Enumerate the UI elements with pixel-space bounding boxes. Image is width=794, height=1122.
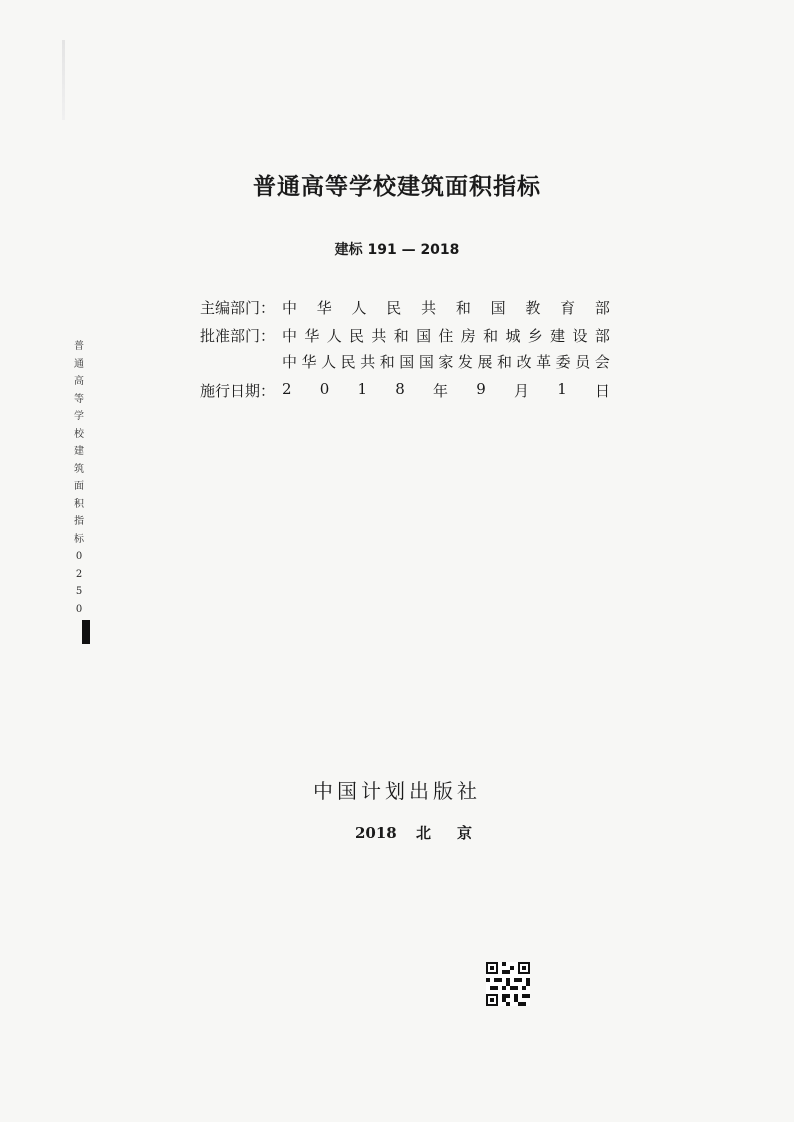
glyph: 9	[476, 380, 486, 398]
spine-glyph: 积	[74, 498, 84, 510]
glyph: 部	[594, 327, 610, 345]
glyph: 和	[455, 299, 471, 317]
spine-glyph: 等	[74, 393, 84, 405]
spine-glyph: 指	[74, 516, 84, 527]
glyph: 中	[282, 353, 298, 371]
qr-code-icon	[486, 962, 530, 1006]
info-value	[282, 380, 610, 401]
glyph: 8	[395, 380, 405, 398]
glyph: 共	[360, 353, 376, 371]
publication-city: 北京	[415, 824, 498, 842]
spine-glyph: 建	[74, 446, 84, 457]
spine-mark	[82, 620, 90, 644]
glyph: 共	[371, 327, 387, 345]
glyph: 1	[357, 380, 368, 398]
publication-year: 2018	[355, 824, 397, 842]
glyph: 国	[490, 299, 506, 317]
publication-line	[355, 822, 498, 843]
info-value	[282, 325, 610, 346]
glyph: 中	[282, 299, 298, 317]
glyph: 会	[594, 353, 610, 371]
standard-code: 建标 191 — 2018	[334, 242, 460, 258]
glyph: 华	[301, 353, 317, 371]
spine-text	[70, 338, 88, 618]
glyph: 教	[525, 299, 541, 317]
info-value	[282, 297, 610, 318]
spine-glyph: 5	[75, 586, 83, 597]
glyph: 华	[316, 299, 332, 317]
glyph: 0	[319, 380, 330, 398]
glyph: 华	[304, 327, 320, 345]
info-label: 批准部门：	[200, 327, 276, 345]
info-label: 施行日期：	[200, 382, 276, 400]
glyph: 房	[460, 327, 476, 345]
glyph: 和	[483, 327, 499, 345]
info-value	[282, 351, 610, 372]
spine-glyph: 高	[74, 376, 84, 387]
spine-glyph: 0	[75, 551, 83, 562]
glyph: 民	[340, 353, 356, 371]
spine-glyph: 面	[74, 481, 84, 492]
spine-glyph: 筑	[74, 463, 84, 475]
spine-glyph: 0	[75, 603, 83, 615]
glyph: 城	[505, 327, 521, 345]
glyph: 2	[282, 380, 292, 398]
glyph: 中	[282, 327, 298, 345]
glyph: 设	[572, 327, 588, 345]
glyph: 国	[418, 353, 434, 371]
glyph: 和	[379, 353, 395, 371]
glyph: 委	[555, 353, 571, 371]
spine-glyph: 学	[74, 411, 84, 422]
spine-glyph: 标	[74, 533, 84, 545]
spine-glyph: 普	[74, 341, 84, 352]
spine-glyph: 通	[74, 358, 84, 370]
glyph: 家	[438, 353, 454, 371]
glyph: 月	[513, 382, 529, 400]
glyph: 国	[399, 353, 415, 371]
glyph: 1	[557, 380, 567, 398]
glyph: 民	[349, 327, 365, 345]
glyph: 改	[516, 353, 532, 371]
glyph: 人	[321, 353, 337, 371]
glyph: 革	[536, 353, 552, 371]
glyph: 展	[477, 353, 493, 371]
scan-edge	[62, 40, 65, 120]
glyph: 和	[497, 353, 513, 371]
spine-glyph: 2	[75, 568, 83, 580]
info-label: 主编部门：	[200, 299, 276, 317]
document-title: 普通高等学校建筑面积指标	[253, 174, 541, 200]
glyph: 人	[351, 299, 367, 317]
glyph: 年	[433, 382, 449, 400]
glyph: 共	[421, 299, 437, 317]
glyph: 国	[416, 327, 432, 345]
glyph: 育	[560, 299, 576, 317]
glyph: 建	[550, 327, 566, 345]
spine-glyph: 校	[74, 428, 84, 440]
glyph: 乡	[527, 327, 543, 345]
glyph: 部	[594, 299, 610, 317]
glyph: 日	[594, 382, 610, 400]
glyph: 和	[393, 327, 409, 345]
glyph: 人	[326, 327, 342, 345]
publisher-name: 中国计划出版社	[313, 779, 481, 803]
glyph: 住	[438, 327, 454, 345]
glyph: 员	[575, 353, 591, 371]
glyph: 发	[457, 353, 473, 371]
glyph: 民	[386, 299, 402, 317]
